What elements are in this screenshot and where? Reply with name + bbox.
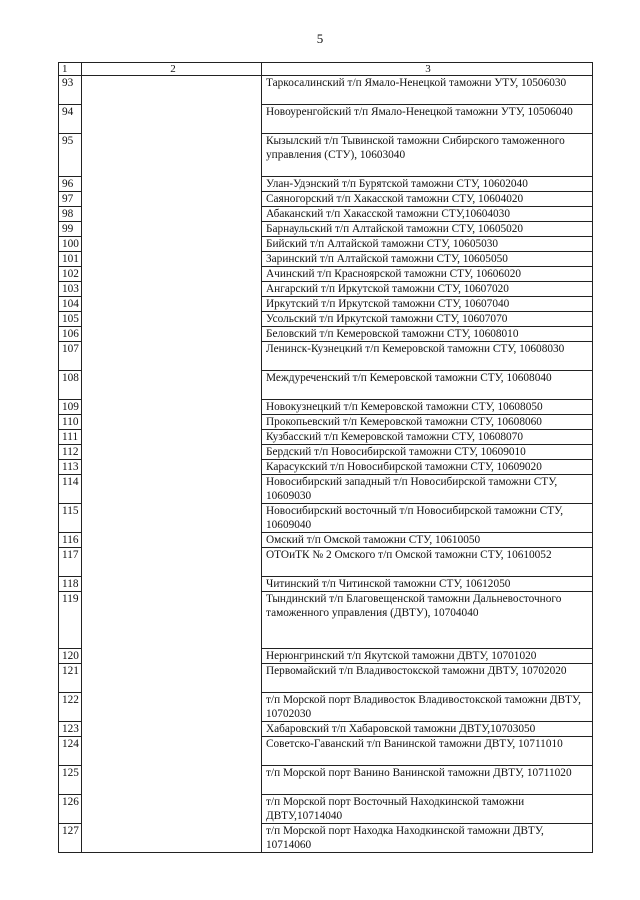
row-description: Усольский т/п Иркутской таможни СТУ, 10607070 — [262, 312, 593, 327]
row-number: 105 — [59, 312, 82, 327]
row-number: 99 — [59, 222, 82, 237]
row-empty-cell — [82, 722, 262, 737]
row-description: Бердский т/п Новосибирской таможни СТУ, 10609010 — [262, 445, 593, 460]
table-row — [59, 134, 593, 177]
row-number: 118 — [59, 577, 82, 592]
row-empty-cell — [82, 430, 262, 445]
row-description: Абаканский т/п Хакасской таможни СТУ,10604030 — [262, 207, 593, 222]
row-number: 94 — [59, 105, 82, 134]
table-row — [59, 766, 593, 795]
table-row — [59, 430, 593, 445]
row-description: Прокопьевский т/п Кемеровской таможни СТУ, 10608060 — [262, 415, 593, 430]
row-number: 125 — [59, 766, 82, 795]
row-description: Иркутский т/п Иркутской таможни СТУ, 10607040 — [262, 297, 593, 312]
row-empty-cell — [82, 533, 262, 548]
row-empty-cell — [82, 415, 262, 430]
row-description: Саяногорский т/п Хакасской таможни СТУ, 10604020 — [262, 192, 593, 207]
row-empty-cell — [82, 282, 262, 297]
row-description: Междуреченский т/п Кемеровской таможни СТУ, 10608040 — [262, 371, 593, 400]
row-empty-cell — [82, 105, 262, 134]
row-number: 96 — [59, 177, 82, 192]
table-row — [59, 795, 593, 824]
row-empty-cell — [82, 177, 262, 192]
row-empty-cell — [82, 192, 262, 207]
row-number: 126 — [59, 795, 82, 824]
table-row — [59, 415, 593, 430]
row-description: ОТОиТК № 2 Омского т/п Омской таможни СТУ, 10610052 — [262, 548, 593, 577]
table-row — [59, 737, 593, 766]
row-description: Ленинск-Кузнецкий т/п Кемеровской таможни СТУ, 10608030 — [262, 342, 593, 371]
row-empty-cell — [82, 312, 262, 327]
row-description: Барнаульский т/п Алтайской таможни СТУ, 10605020 — [262, 222, 593, 237]
table-row — [59, 592, 593, 649]
row-empty-cell — [82, 504, 262, 533]
table-row — [59, 222, 593, 237]
row-description: Советско-Гаванский т/п Ванинской таможни ДВТУ, 10711010 — [262, 737, 593, 766]
row-number: 109 — [59, 400, 82, 415]
row-description: т/п Морской порт Восточный Находкинской таможни ДВТУ,10714040 — [262, 795, 593, 824]
row-number: 114 — [59, 475, 82, 504]
row-empty-cell — [82, 222, 262, 237]
row-number: 103 — [59, 282, 82, 297]
table-row — [59, 252, 593, 267]
row-number: 111 — [59, 430, 82, 445]
row-number: 113 — [59, 460, 82, 475]
row-empty-cell — [82, 237, 262, 252]
row-description: Кузбасский т/п Кемеровской таможни СТУ, 10608070 — [262, 430, 593, 445]
row-description: Новосибирский восточный т/п Новосибирской таможни СТУ, 10609040 — [262, 504, 593, 533]
row-empty-cell — [82, 649, 262, 664]
column-header-1: 1 — [59, 63, 82, 76]
table-row — [59, 533, 593, 548]
row-number: 119 — [59, 592, 82, 649]
row-description: Новосибирский западный т/п Новосибирской таможни СТУ, 10609030 — [262, 475, 593, 504]
table-row — [59, 445, 593, 460]
table-row — [59, 207, 593, 222]
table-row — [59, 460, 593, 475]
row-number: 127 — [59, 824, 82, 853]
row-description: Хабаровский т/п Хабаровской таможни ДВТУ,10703050 — [262, 722, 593, 737]
row-description: Ангарский т/п Иркутской таможни СТУ, 10607020 — [262, 282, 593, 297]
row-description: Новоуренгойский т/п Ямало-Ненецкой таможни УТУ, 10506040 — [262, 105, 593, 134]
row-empty-cell — [82, 134, 262, 177]
row-description: т/п Морской порт Находка Находкинской таможни ДВТУ, 10714060 — [262, 824, 593, 853]
row-empty-cell — [82, 824, 262, 853]
table-row — [59, 297, 593, 312]
row-description: Карасукский т/п Новосибирской таможни СТУ, 10609020 — [262, 460, 593, 475]
row-empty-cell — [82, 664, 262, 693]
row-description: Улан-Удэнский т/п Бурятской таможни СТУ, 10602040 — [262, 177, 593, 192]
row-empty-cell — [82, 548, 262, 577]
table-header-row — [59, 63, 593, 76]
table-row — [59, 693, 593, 722]
row-description: Тындинский т/п Благовещенской таможни Дальневосточного таможенного управления (ДВТУ), 10704040 — [262, 592, 593, 649]
row-empty-cell — [82, 592, 262, 649]
table-row — [59, 548, 593, 577]
table-row — [59, 504, 593, 533]
row-number: 100 — [59, 237, 82, 252]
row-number: 107 — [59, 342, 82, 371]
row-number: 110 — [59, 415, 82, 430]
row-empty-cell — [82, 76, 262, 105]
row-number: 108 — [59, 371, 82, 400]
row-empty-cell — [82, 342, 262, 371]
table-row — [59, 577, 593, 592]
row-description: т/п Морской порт Ванино Ванинской таможни ДВТУ, 10711020 — [262, 766, 593, 795]
row-number: 116 — [59, 533, 82, 548]
table-body — [59, 76, 593, 853]
row-number: 121 — [59, 664, 82, 693]
row-number: 120 — [59, 649, 82, 664]
row-empty-cell — [82, 460, 262, 475]
table-row — [59, 282, 593, 297]
row-number: 104 — [59, 297, 82, 312]
page-number: 5 — [316, 31, 324, 46]
row-number: 124 — [59, 737, 82, 766]
row-empty-cell — [82, 795, 262, 824]
row-empty-cell — [82, 737, 262, 766]
row-empty-cell — [82, 207, 262, 222]
row-empty-cell — [82, 693, 262, 722]
table-row — [59, 312, 593, 327]
row-description: Ачинский т/п Красноярской таможни СТУ, 10606020 — [262, 267, 593, 282]
row-empty-cell — [82, 327, 262, 342]
row-description: Омский т/п Омской таможни СТУ, 10610050 — [262, 533, 593, 548]
row-empty-cell — [82, 400, 262, 415]
row-empty-cell — [82, 252, 262, 267]
table-row — [59, 371, 593, 400]
row-number: 95 — [59, 134, 82, 177]
row-number: 93 — [59, 76, 82, 105]
row-number: 117 — [59, 548, 82, 577]
table-row — [59, 76, 593, 105]
table-row — [59, 342, 593, 371]
table-row — [59, 824, 593, 853]
table-row — [59, 475, 593, 504]
column-header-2: 2 — [82, 63, 262, 76]
table-row — [59, 105, 593, 134]
row-number: 98 — [59, 207, 82, 222]
row-number: 123 — [59, 722, 82, 737]
table-row — [59, 237, 593, 252]
row-number: 97 — [59, 192, 82, 207]
row-number: 122 — [59, 693, 82, 722]
row-empty-cell — [82, 766, 262, 795]
table-row — [59, 400, 593, 415]
row-number: 115 — [59, 504, 82, 533]
row-description: Таркосалинский т/п Ямало-Ненецкой таможни УТУ, 10506030 — [262, 76, 593, 105]
table-row — [59, 722, 593, 737]
row-number: 101 — [59, 252, 82, 267]
table-row — [59, 192, 593, 207]
row-number: 112 — [59, 445, 82, 460]
row-empty-cell — [82, 297, 262, 312]
row-description: Новокузнецкий т/п Кемеровской таможни СТУ, 10608050 — [262, 400, 593, 415]
row-empty-cell — [82, 267, 262, 282]
row-description: Кызылский т/п Тывинской таможни Сибирского таможенного управления (СТУ), 10603040 — [262, 134, 593, 177]
table-row — [59, 177, 593, 192]
row-description: Читинский т/п Читинской таможни СТУ, 10612050 — [262, 577, 593, 592]
row-description: Бийский т/п Алтайской таможни СТУ, 10605030 — [262, 237, 593, 252]
row-empty-cell — [82, 577, 262, 592]
row-description: Нерюнгринский т/п Якутской таможни ДВТУ, 10701020 — [262, 649, 593, 664]
row-number: 106 — [59, 327, 82, 342]
table-row — [59, 327, 593, 342]
row-number: 102 — [59, 267, 82, 282]
row-empty-cell — [82, 371, 262, 400]
row-empty-cell — [82, 445, 262, 460]
row-description: Заринский т/п Алтайской таможни СТУ, 10605050 — [262, 252, 593, 267]
table-row — [59, 649, 593, 664]
table-row — [59, 664, 593, 693]
row-description: Первомайский т/п Владивостокской таможни ДВТУ, 10702020 — [262, 664, 593, 693]
row-description: Беловский т/п Кемеровской таможни СТУ, 10608010 — [262, 327, 593, 342]
row-description: т/п Морской порт Владивосток Владивостокской таможни ДВТУ, 10702030 — [262, 693, 593, 722]
row-empty-cell — [82, 475, 262, 504]
customs-posts-table — [58, 62, 593, 853]
table-row — [59, 267, 593, 282]
column-header-3: 3 — [262, 63, 593, 76]
